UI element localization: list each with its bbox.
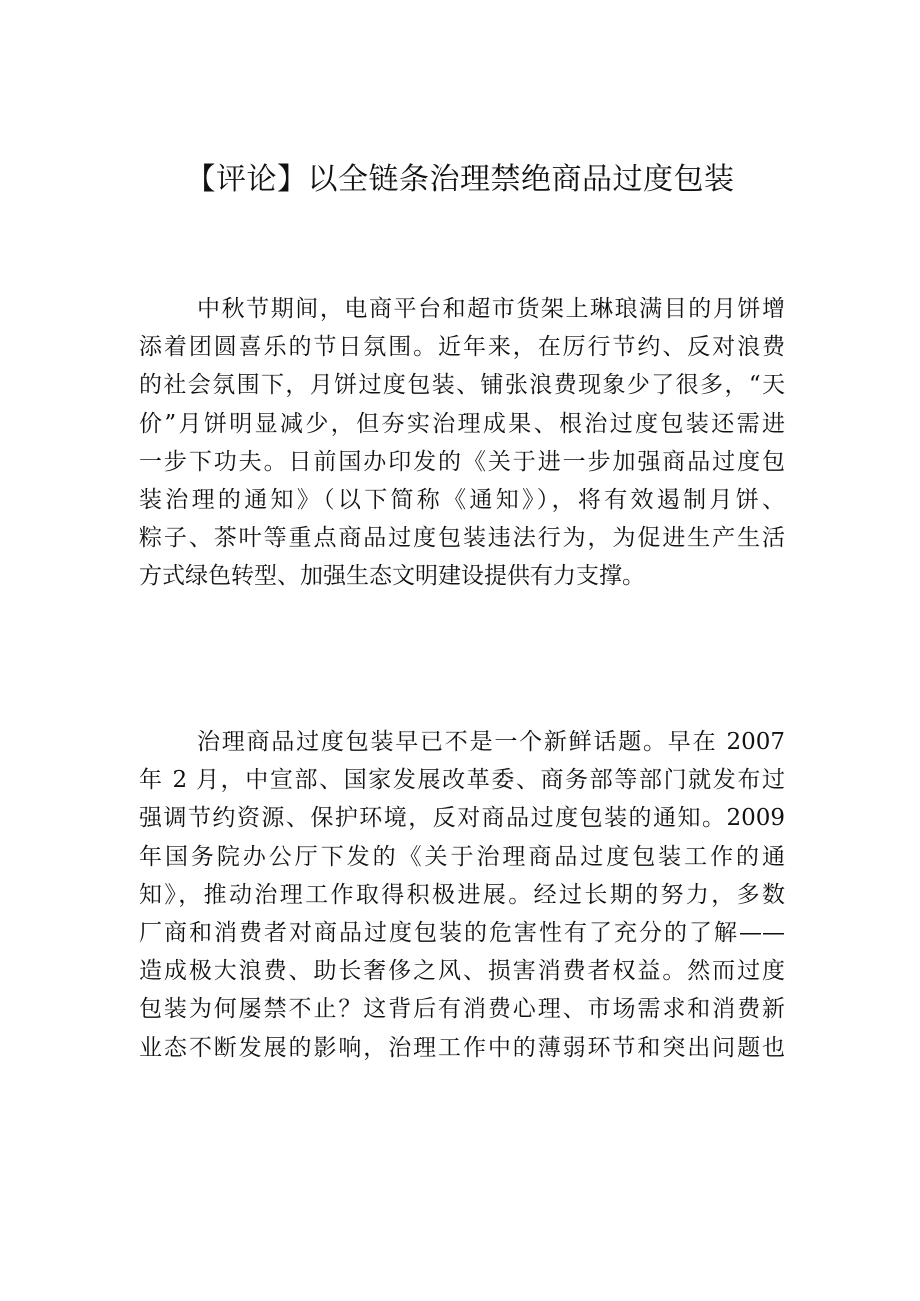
paragraph-line: 粽子、茶叶等重点商品过度包装违法行为，为促进生产生活 xyxy=(139,525,785,552)
paragraph-line: 一步下功夫。日前国办印发的《关于进一步加强商品过度包 xyxy=(139,448,785,475)
paragraph-line: 包装为何屡禁不止？这背后有消费心理、市场需求和消费新 xyxy=(139,996,785,1023)
paragraph-2 xyxy=(139,723,785,1067)
paragraph-line: 方式绿色转型、加强生态文明建设提供有力支撑。 xyxy=(139,563,645,590)
paragraph-line: 造成极大浪费、助长奢侈之风、损害消费者权益。然而过度 xyxy=(139,958,785,985)
paragraph-line: 强调节约资源、保护环境，反对商品过度包装的通知。2009 xyxy=(139,805,785,832)
paragraph-line: 中秋节期间，电商平台和超市货架上琳琅满目的月饼增 xyxy=(197,296,785,322)
paragraph-line: 添着团圆喜乐的节日氛围。近年来，在厉行节约、反对浪费 xyxy=(139,334,785,361)
paragraph-1 xyxy=(139,290,785,596)
paragraph-line: 厂商和消费者对商品过度包装的危害性有了充分的了解—— xyxy=(139,919,785,946)
article-title: 【评论】以全链条治理禁绝商品过度包装 xyxy=(185,162,735,197)
paragraph-line: 治理商品过度包装早已不是一个新鲜话题。早在 2007 xyxy=(197,729,785,755)
paragraph-line: 装治理的通知》（以下简称《通知》），将有效遏制月饼、 xyxy=(139,486,785,513)
paragraph-line: 价”月饼明显减少，但夯实治理成果、根治过度包装还需进 xyxy=(139,410,785,437)
paragraph-line: 的社会氛围下，月饼过度包装、铺张浪费现象少了很多，“天 xyxy=(139,372,785,399)
paragraph-line: 知》，推动治理工作取得积极进展。经过长期的努力，多数 xyxy=(139,881,785,908)
paragraph-line: 年 2 月，中宣部、国家发展改革委、商务部等部门就发布过 xyxy=(139,767,785,794)
paragraph-line: 年国务院办公厅下发的《关于治理商品过度包装工作的通 xyxy=(139,843,785,870)
paragraph-line: 业态不断发展的影响，治理工作中的薄弱环节和突出问题也 xyxy=(139,1034,785,1061)
